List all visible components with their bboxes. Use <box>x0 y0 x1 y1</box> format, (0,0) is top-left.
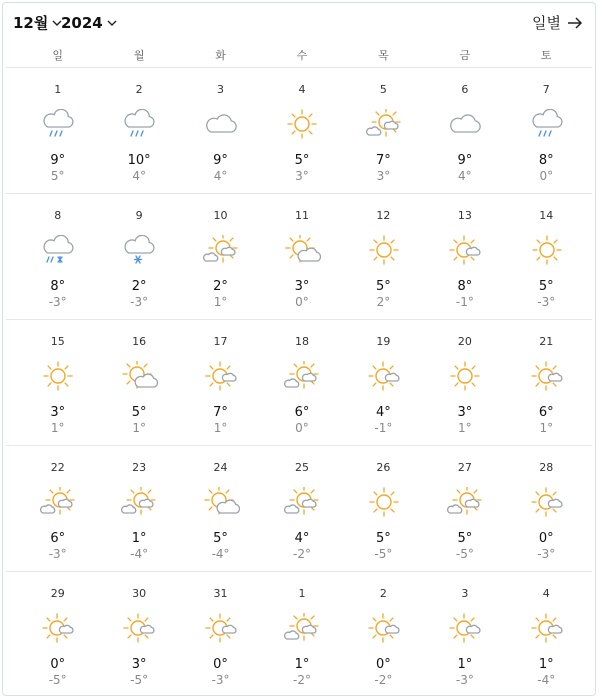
min-temperature: -2° <box>293 547 311 561</box>
partly-cloudy-icon <box>39 487 77 517</box>
day-number: 25 <box>294 461 309 474</box>
sun-icon <box>365 487 403 517</box>
day-cell[interactable] <box>261 573 342 699</box>
day-cell[interactable] <box>180 195 261 321</box>
day-cell[interactable] <box>424 447 505 573</box>
day-number: 14 <box>539 209 554 222</box>
day-number: 6 <box>461 83 469 96</box>
calendar-week-row <box>17 69 587 195</box>
day-cell[interactable] <box>98 573 179 699</box>
min-temperature: -5° <box>455 547 474 561</box>
year-dropdown[interactable] <box>61 13 118 33</box>
sun-small-cloud-icon <box>365 361 403 391</box>
sun-icon <box>446 361 484 391</box>
day-cell[interactable] <box>343 195 424 321</box>
partly-cloudy-icon <box>283 361 321 391</box>
max-temperature: 3° <box>50 405 66 420</box>
sun-small-cloud-icon <box>202 361 240 391</box>
sun-behind-cloud-icon <box>120 361 158 391</box>
divider <box>6 67 592 68</box>
max-temperature: 9° <box>457 153 473 168</box>
month-dropdown[interactable] <box>13 13 63 33</box>
max-temperature: 6° <box>538 405 554 420</box>
max-temperature: 5° <box>213 531 228 546</box>
max-temperature: 5° <box>131 405 147 420</box>
sun-small-cloud-icon <box>528 487 566 517</box>
min-temperature: -2° <box>293 673 311 687</box>
day-cell[interactable] <box>424 573 505 699</box>
max-temperature: 6° <box>50 531 66 546</box>
day-number: 22 <box>50 461 65 474</box>
rain-cloud-icon <box>528 109 566 139</box>
day-cell[interactable] <box>17 573 98 699</box>
min-temperature: -3° <box>537 547 556 561</box>
day-number: 11 <box>294 209 309 222</box>
day-cell[interactable] <box>261 195 342 321</box>
day-number: 10 <box>213 209 228 222</box>
month-label: 12월 <box>13 14 49 32</box>
min-temperature: -1° <box>374 421 393 435</box>
day-cell[interactable] <box>98 321 179 447</box>
min-temperature: 1° <box>132 421 146 435</box>
sun-icon <box>365 235 403 265</box>
cloud-icon <box>202 109 240 139</box>
day-cell[interactable] <box>343 573 424 699</box>
daily-view-label: 일별 <box>532 14 561 32</box>
min-temperature: 5° <box>50 169 65 183</box>
max-temperature: 4° <box>376 405 391 420</box>
weekday-header-row <box>17 47 587 63</box>
max-temperature: 4° <box>294 531 310 546</box>
calendar-header <box>13 13 583 35</box>
day-cell[interactable] <box>180 447 261 573</box>
day-number: 3 <box>217 83 225 96</box>
sun-behind-cloud-icon <box>283 235 321 265</box>
max-temperature: 8° <box>50 279 66 294</box>
day-number: 31 <box>213 587 228 600</box>
sun-small-cloud-icon <box>39 613 77 643</box>
day-cell[interactable] <box>424 195 505 321</box>
snow-cloud-icon <box>120 235 158 265</box>
min-temperature: 4° <box>213 169 228 183</box>
partly-cloudy-icon <box>283 613 321 643</box>
min-temperature: -4° <box>211 547 230 561</box>
day-number: 7 <box>542 83 550 96</box>
weekday-thu: 목 <box>378 49 389 62</box>
arrow-right-icon <box>567 16 583 30</box>
cloud-icon <box>446 109 484 139</box>
rain-cloud-icon <box>39 109 77 139</box>
day-number: 17 <box>213 335 228 348</box>
day-number: 2 <box>379 587 387 600</box>
max-temperature: 5° <box>376 279 391 294</box>
day-number: 13 <box>457 209 472 222</box>
sun-icon <box>39 361 77 391</box>
partly-cloudy-icon <box>120 487 158 517</box>
day-cell[interactable] <box>343 69 424 195</box>
sun-small-cloud-icon <box>365 613 403 643</box>
day-cell[interactable] <box>506 69 587 195</box>
day-cell[interactable] <box>180 573 261 699</box>
day-number: 15 <box>50 335 65 348</box>
max-temperature: 1° <box>131 531 147 546</box>
max-temperature: 8° <box>457 279 473 294</box>
day-number: 4 <box>542 587 550 600</box>
sun-small-cloud-icon <box>528 613 566 643</box>
weekday-fri: 금 <box>459 49 471 62</box>
max-temperature: 10° <box>127 153 151 168</box>
rain-cloud-icon <box>120 109 158 139</box>
min-temperature: -3° <box>48 547 67 561</box>
daily-view-link[interactable] <box>532 13 583 33</box>
max-temperature: 3° <box>131 657 147 672</box>
day-number: 8 <box>54 209 62 222</box>
day-number: 4 <box>298 83 306 96</box>
day-cell[interactable] <box>343 447 424 573</box>
max-temperature: 2° <box>213 279 228 294</box>
day-cell[interactable] <box>17 195 98 321</box>
min-temperature: -4° <box>537 673 556 687</box>
partly-cloudy-icon <box>365 109 403 139</box>
day-cell[interactable] <box>343 321 424 447</box>
calendar-week-row <box>17 321 587 447</box>
max-temperature: 7° <box>376 153 391 168</box>
max-temperature: 8° <box>538 153 554 168</box>
min-temperature: 3° <box>295 169 309 183</box>
day-cell[interactable] <box>180 321 261 447</box>
sun-small-cloud-icon <box>446 613 484 643</box>
weekday-mon: 월 <box>133 49 145 62</box>
min-temperature: 1° <box>213 421 228 435</box>
day-number: 12 <box>376 209 391 222</box>
min-temperature: -3° <box>48 295 67 309</box>
max-temperature: 5° <box>538 279 554 294</box>
sun-icon <box>283 109 321 139</box>
max-temperature: 1° <box>457 657 473 672</box>
max-temperature: 7° <box>213 405 228 420</box>
weekday-sat: 토 <box>540 49 552 62</box>
day-cell[interactable] <box>98 447 179 573</box>
day-cell[interactable] <box>506 321 587 447</box>
max-temperature: 5° <box>376 531 391 546</box>
day-number: 21 <box>539 335 554 348</box>
sun-small-cloud-icon <box>528 361 566 391</box>
min-temperature: 1° <box>539 421 554 435</box>
min-temperature: -3° <box>537 295 556 309</box>
min-temperature: 4° <box>458 169 472 183</box>
max-temperature: 9° <box>50 153 66 168</box>
min-temperature: -5° <box>130 673 149 687</box>
day-number: 23 <box>132 461 147 474</box>
day-number: 1 <box>298 587 306 600</box>
sun-behind-cloud-icon <box>202 487 240 517</box>
sun-small-cloud-icon <box>446 235 484 265</box>
min-temperature: 2° <box>376 295 391 309</box>
day-cell[interactable] <box>261 321 342 447</box>
day-cell[interactable] <box>98 195 179 321</box>
max-temperature: 0° <box>213 657 228 672</box>
min-temperature: 1° <box>50 421 65 435</box>
max-temperature: 3° <box>457 405 473 420</box>
sun-small-cloud-icon <box>202 613 240 643</box>
day-number: 30 <box>132 587 147 600</box>
day-cell[interactable] <box>261 447 342 573</box>
sleet-cloud-icon <box>39 235 77 265</box>
calendar-week-row <box>17 195 587 321</box>
min-temperature: -3° <box>455 673 474 687</box>
weekday-tue: 화 <box>215 49 226 62</box>
day-cell[interactable] <box>98 69 179 195</box>
day-number: 26 <box>376 461 391 474</box>
day-cell[interactable] <box>506 573 587 699</box>
day-number: 9 <box>135 209 143 222</box>
min-temperature: 0° <box>295 421 309 435</box>
weekday-sun: 일 <box>52 49 64 62</box>
min-temperature: 4° <box>132 169 146 183</box>
partly-cloudy-icon <box>446 487 484 517</box>
min-temperature: 3° <box>376 169 391 183</box>
max-temperature: 1° <box>538 657 554 672</box>
max-temperature: 9° <box>213 153 228 168</box>
day-cell[interactable] <box>424 321 505 447</box>
day-number: 5 <box>379 83 387 96</box>
min-temperature: -3° <box>211 673 230 687</box>
day-cell[interactable] <box>261 69 342 195</box>
day-number: 1 <box>54 83 62 96</box>
min-temperature: -5° <box>48 673 67 687</box>
max-temperature: 5° <box>457 531 473 546</box>
min-temperature: 0° <box>539 169 554 183</box>
weekday-wed: 수 <box>296 49 308 62</box>
year-label: 2024 <box>61 14 103 32</box>
calendar-week-row <box>17 447 587 573</box>
day-number: 16 <box>132 335 147 348</box>
day-number: 28 <box>539 461 554 474</box>
day-cell[interactable] <box>180 69 261 195</box>
day-number: 29 <box>50 587 65 600</box>
day-number: 27 <box>457 461 472 474</box>
max-temperature: 5° <box>294 153 310 168</box>
max-temperature: 2° <box>131 279 147 294</box>
min-temperature: -3° <box>130 295 149 309</box>
day-cell[interactable] <box>506 195 587 321</box>
min-temperature: -5° <box>374 547 393 561</box>
day-number: 24 <box>213 461 228 474</box>
min-temperature: 1° <box>213 295 228 309</box>
min-temperature: -2° <box>374 673 393 687</box>
max-temperature: 3° <box>294 279 310 294</box>
max-temperature: 0° <box>50 657 66 672</box>
day-cell[interactable] <box>17 321 98 447</box>
sun-small-cloud-icon <box>120 613 158 643</box>
chevron-down-icon <box>106 17 118 29</box>
day-number: 20 <box>457 335 472 348</box>
partly-cloudy-icon <box>283 487 321 517</box>
day-number: 3 <box>461 587 469 600</box>
calendar-week-row <box>17 573 587 699</box>
day-cell[interactable] <box>506 447 587 573</box>
weather-calendar-panel <box>2 2 596 696</box>
day-cell[interactable] <box>424 69 505 195</box>
sun-icon <box>528 235 566 265</box>
day-number: 2 <box>135 83 143 96</box>
partly-cloudy-icon <box>202 235 240 265</box>
day-number: 18 <box>294 335 309 348</box>
max-temperature: 6° <box>294 405 310 420</box>
max-temperature: 0° <box>376 657 391 672</box>
day-number: 19 <box>376 335 391 348</box>
min-temperature: -4° <box>130 547 149 561</box>
max-temperature: 0° <box>538 531 554 546</box>
max-temperature: 1° <box>294 657 310 672</box>
min-temperature: -1° <box>455 295 474 309</box>
min-temperature: 0° <box>295 295 309 309</box>
day-cell[interactable] <box>17 447 98 573</box>
min-temperature: 1° <box>458 421 472 435</box>
day-cell[interactable] <box>17 69 98 195</box>
